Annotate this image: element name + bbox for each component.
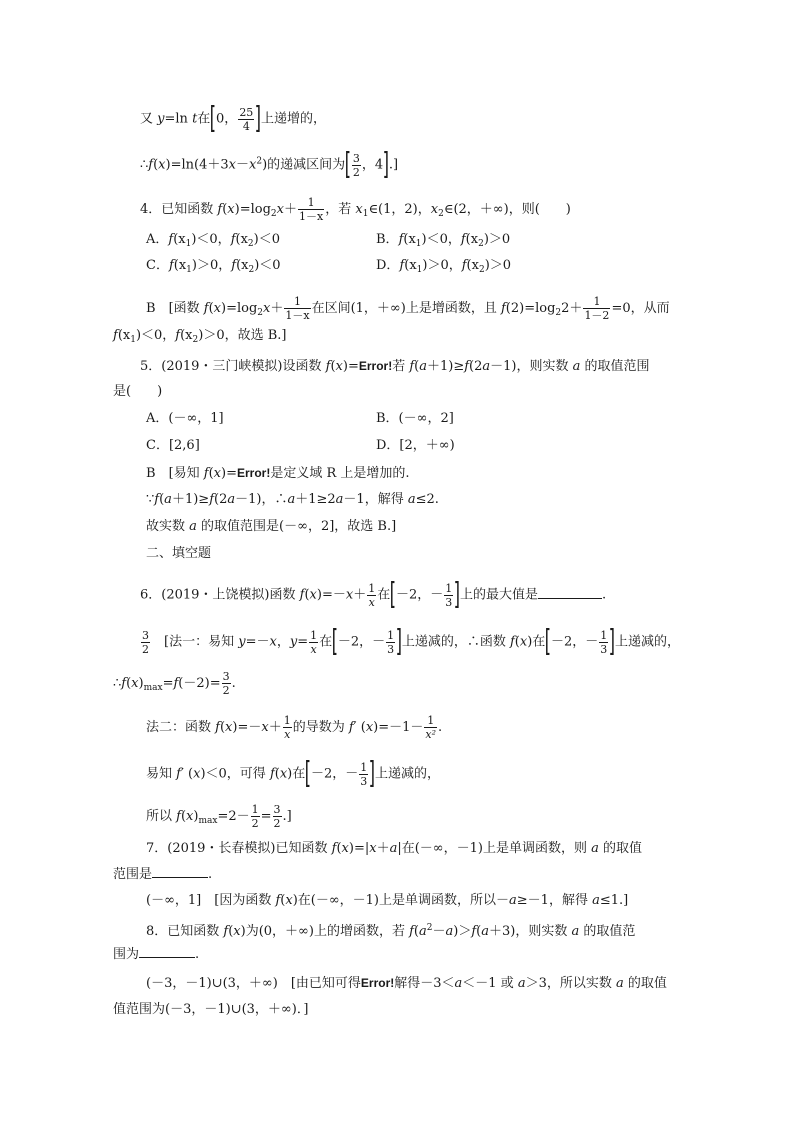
option-b: B．$f(x_1)<0$，$f(x_2)>0$ [376, 232, 511, 249]
section-heading: 二、填空题 [146, 546, 212, 561]
answer-4-line-1: B [函数 $f(x)=\log_2x+$ $\frac{1}{1-x}$ 在区间(1，＋∞)上是增函数，且 $f(2)=\log_22+$ $\frac{1}{1-2}$ =0，从而 [146, 295, 670, 322]
fraction: $\frac{1}{x}$ [368, 581, 376, 609]
answer-4-line-2: $f(x_1)<0$，$f(x_2)>0$，故选 B.] [113, 328, 287, 345]
question-8-line-1: 8．已知函数 f(x)为(0，＋∞)上的增函数，若 $f(a^2-a)>f(a+3)$，则实数 a 的取值范 [146, 923, 636, 939]
fraction: $\frac{1}{x}$ [283, 714, 291, 741]
answer-6-line-3: 法二：函数 f(x)=－x＋ $\frac{1}{x}$ 的导数为 f′ (x)=－1－ $\frac{1}{\text{x²}}$ . [146, 714, 443, 741]
answer-5-line-2: ∵f(a＋1)≥f(2a－1)，∴a＋1≥2a－1，解得 a≤2. [146, 492, 439, 507]
fraction: $\frac{1}{\text{x²}}$ [425, 714, 437, 741]
fraction: $\frac{3}{2}$ [352, 151, 360, 179]
option-c: C．$f(x_1)>0$，$f(x_2)<0$ [146, 258, 281, 275]
question-4: 4．已知函数 $f(x)=\log_2x+$ $\frac{1}{1-x}$ ，若 $x_1\in(1$，2)，$x_2\in(2$，＋∞)，则( ) [140, 196, 571, 223]
fraction: $\frac{1}{1-2}$ [584, 295, 610, 322]
answer-blank [152, 865, 208, 878]
answer-blank [538, 586, 602, 599]
fraction: $\frac{1}{2}$ [251, 803, 259, 830]
option-5c: C．[2,6] [146, 438, 200, 453]
fraction: $\frac{25}{4}$ [239, 105, 254, 133]
fraction: $\frac{3}{2}$ [273, 803, 281, 830]
answer-6-line-2: $\therefore f(x)_{max}=f(-2)=$ $\frac{3}{2}$ . [113, 670, 236, 697]
question-6: 6．(2019・上饶模拟)函数 f(x)=－x＋ $\frac{1}{x}$ 在[－2，－ $\frac{1}{3}$ ]上的最大值是 . [140, 577, 607, 612]
answer-8-line-2: 值范围为(－3，－1)∪(3，＋∞)．] [113, 1002, 309, 1017]
question-8-line-2: 围为 . [113, 947, 200, 962]
fraction: $\frac{1}{3}$ [600, 628, 608, 656]
question-7-line-2: 范围是 . [113, 867, 213, 882]
line-2: $\therefore f(x)=\ln(4+3x-x^2)$的递减区间为[ $\frac{3}{2}$ ，4].] [140, 147, 399, 182]
answer-8-line-1: (－3，－1)∪(3，＋∞) [由已知可得Error!解得－3＜a＜－1 或 a＞3，所以实数 a 的取值 [146, 976, 667, 991]
answer-6-line-5: 所以 $f(x)_{max}=2-$ $\frac{1}{2}$ = $\frac{3}{2}$ .] [146, 803, 292, 830]
option-5d: D．[2，＋∞) [376, 438, 455, 453]
line-1: 又 y=ln t在[0， $\frac{25}{4}$ ]上递增的， [140, 101, 327, 136]
question-5-line-1: 5．(2019・三门峡模拟)设函数 f(x)=Error!若 f(a＋1)≥f(2a－1)，则实数 a 的取值范围 [140, 359, 650, 374]
fraction: $\frac{1}{x}$ [310, 628, 318, 656]
option-a: A．$f(x_1)<0$，$f(x_2)<0$ [146, 232, 280, 249]
question-5-line-2: 是( ) [113, 384, 163, 399]
fraction: $\frac{1}{1-x}$ [285, 295, 310, 322]
answer-5-line-1: B [易知 f(x)=Error!是定义域 R 上是增加的. [146, 466, 410, 481]
fraction: $\frac{1}{3}$ [445, 581, 453, 609]
question-7-line-1: 7．(2019・长春模拟)已知函数 f(x)=|x＋a|在(－∞，－1)上是单调函数，则 a 的取值 [146, 841, 643, 856]
fraction: $\frac{3}{2}$ [142, 628, 149, 656]
fraction: $\frac{1}{3}$ [360, 760, 368, 788]
answer-7: (－∞，1] [因为函数 f(x)在(－∞，－1)上是单调函数，所以－a≥－1，解得 a≤1.] [146, 893, 629, 908]
fraction: $\frac{1}{3}$ [387, 628, 395, 656]
answer-blank [139, 945, 195, 958]
fraction: $\frac{3}{2}$ [222, 670, 230, 697]
answer-5-line-3: 故实数 a 的取值范围是(－∞，2]，故选 B.] [146, 519, 397, 534]
option-5a: A．(－∞，1] [146, 411, 224, 426]
option-5b: B．(－∞，2] [376, 411, 454, 426]
answer-6-line-1: $\frac{3}{2}$ [法一：易知 y=－x，y= $\frac{1}{x}$ 在[－2，－ $\frac{1}{3}$ ]上递减的，∴函数 f(x)在[－2，－ $\frac{1}{3}$ ]上递减的， [142, 624, 681, 659]
option-d: D．$f(x_1)>0$，$f(x_2)>0$ [376, 258, 512, 275]
answer-6-line-4: 易知 f′ (x)＜0，可得 f(x)在[－2，－ $\frac{1}{3}$ ]上递减的， [146, 756, 440, 791]
fraction: $\frac{1}{1-x}$ [299, 196, 324, 223]
